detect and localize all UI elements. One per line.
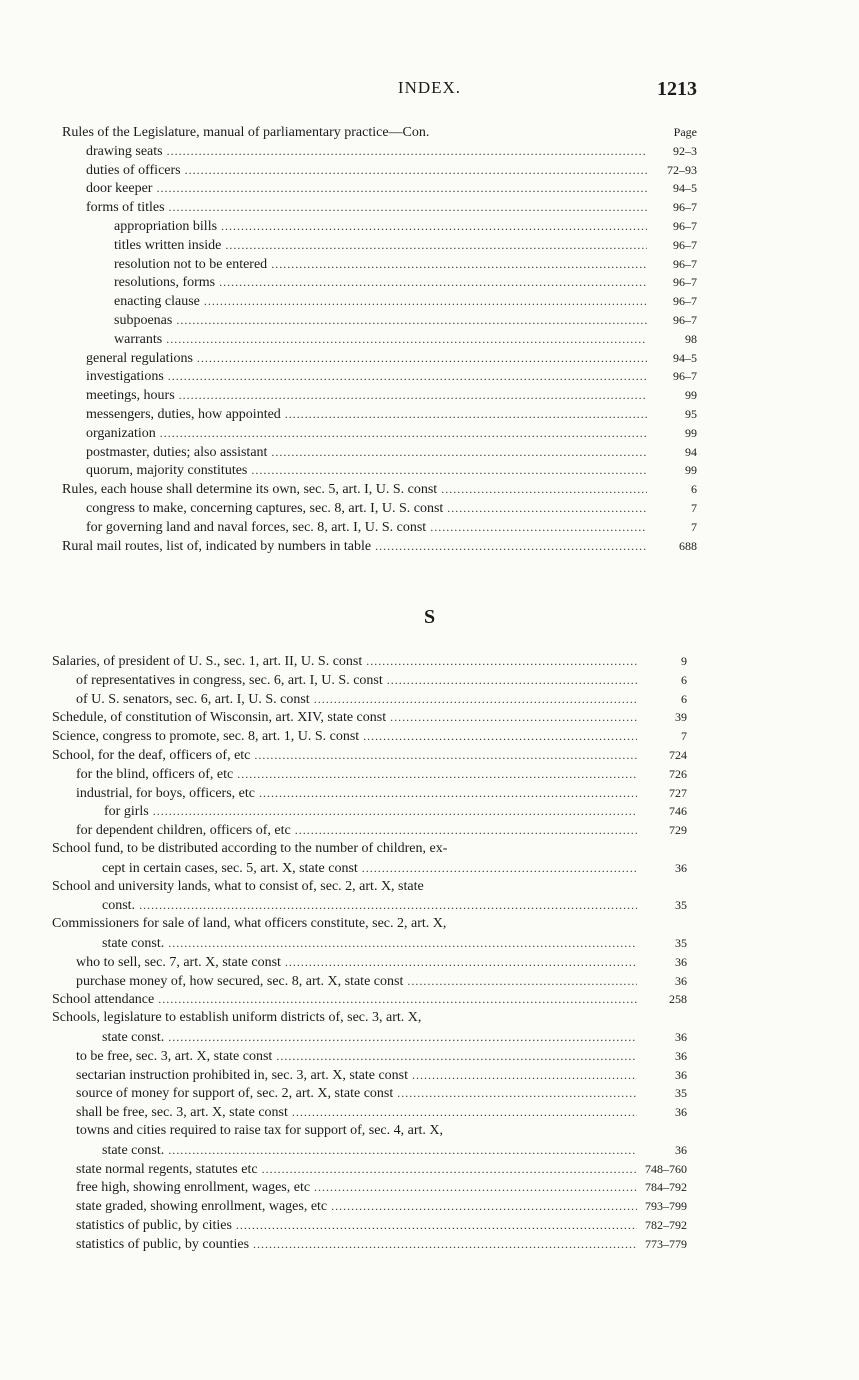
entry-page: 96–7 <box>673 369 697 384</box>
index-entry <box>62 161 697 180</box>
entry-text: appropriation bills <box>114 218 218 234</box>
index-heading: Rules of the Legislature, manual of parliamentary practice—Con. <box>62 125 430 140</box>
index-entry <box>52 1009 687 1028</box>
index-section-r <box>62 123 697 555</box>
entry-text: to be free, sec. 3, art. X, state const <box>76 1048 273 1064</box>
entry-page: 99 <box>685 463 697 478</box>
entry-page: 35 <box>675 935 687 950</box>
leader-dots <box>314 690 637 709</box>
entry-page: 748–760 <box>645 1161 687 1176</box>
leader-dots <box>160 424 647 443</box>
entry-text: enacting clause <box>114 294 200 310</box>
leader-dots <box>262 1160 637 1179</box>
leader-dots <box>253 1235 637 1254</box>
entry-text: of representatives in congress, sec. 6, art. I, U. S. const <box>76 672 383 688</box>
leader-dots <box>285 953 637 972</box>
leader-dots <box>292 1103 637 1122</box>
leader-dots <box>169 198 647 217</box>
index-entries-s <box>52 652 687 1254</box>
index-entry <box>62 236 697 255</box>
entry-page: 746 <box>669 804 687 819</box>
leader-dots <box>271 255 647 274</box>
entry-text: for dependent children, officers of, etc <box>76 823 291 839</box>
index-entry <box>62 273 697 292</box>
entry-page: 688 <box>679 538 697 553</box>
entry-text: shall be free, sec. 3, art. X, state const <box>76 1105 288 1121</box>
index-entry <box>52 784 687 803</box>
index-entry <box>52 1216 687 1235</box>
entry-text: School attendance <box>52 992 155 1008</box>
index-entry <box>52 1235 687 1254</box>
index-entry <box>52 1178 687 1197</box>
leader-dots <box>225 236 647 255</box>
entry-text: Science, congress to promote, sec. 8, art. 1, U. S. const <box>52 729 360 745</box>
index-entry <box>52 1047 687 1066</box>
index-entry <box>62 349 697 368</box>
entry-page: 6 <box>681 691 687 706</box>
entry-text: titles written inside <box>114 237 222 253</box>
index-entry <box>62 537 697 556</box>
entry-page: 36 <box>675 1142 687 1157</box>
leader-dots <box>390 708 637 727</box>
index-entry <box>62 480 697 499</box>
entry-text: state const. <box>102 1142 165 1158</box>
entry-page: 92–3 <box>673 143 697 158</box>
entry-page: 96–7 <box>673 256 697 271</box>
leader-dots <box>158 990 637 1009</box>
entry-page: 724 <box>669 747 687 762</box>
leader-dots <box>166 330 647 349</box>
entry-page: 258 <box>669 992 687 1007</box>
leader-dots <box>176 311 647 330</box>
entry-page: 729 <box>669 823 687 838</box>
entry-text: Schools, legislature to establish uniform districts of, sec. 3, art. X, <box>52 1010 422 1026</box>
index-entry <box>52 1066 687 1085</box>
leader-dots <box>387 671 637 690</box>
page-header-title: INDEX. <box>397 78 462 97</box>
entry-text: source of money for support of, sec. 2, art. X, state const <box>76 1086 394 1102</box>
entry-page: 98 <box>685 331 697 346</box>
entry-page: 7 <box>691 519 697 534</box>
leader-dots <box>219 273 647 292</box>
leader-dots <box>168 1028 637 1047</box>
leader-dots <box>447 499 647 518</box>
index-entry <box>52 840 687 859</box>
index-entry <box>52 953 687 972</box>
index-entry <box>62 424 697 443</box>
entry-text: organization <box>86 425 156 441</box>
entry-text: School, for the deaf, officers of, etc <box>52 747 251 763</box>
entry-page: 94–5 <box>673 350 697 365</box>
index-entry <box>62 217 697 236</box>
entry-text: Rural mail routes, list of, indicated by numbers in table <box>62 538 372 554</box>
index-entry <box>52 990 687 1009</box>
entry-page: 96–7 <box>673 218 697 233</box>
entry-page: 96–7 <box>673 275 697 290</box>
leader-dots <box>276 1047 637 1066</box>
index-entry <box>52 859 687 878</box>
entry-page: 72–93 <box>667 162 697 177</box>
entry-text: door keeper <box>86 181 153 197</box>
leader-dots <box>331 1197 637 1216</box>
leader-dots <box>271 443 647 462</box>
entry-text: warrants <box>114 331 163 347</box>
leader-dots <box>185 161 647 180</box>
entry-text: state graded, showing enrollment, wages, etc <box>76 1199 328 1215</box>
index-entry <box>62 499 697 518</box>
index-entry <box>62 518 697 537</box>
index-entry <box>52 1028 687 1047</box>
entry-text: School fund, to be distributed according to the number of children, ex- <box>52 840 448 856</box>
entry-page: 793–799 <box>645 1199 687 1214</box>
leader-dots <box>168 1141 637 1160</box>
entry-text: School and university lands, what to consist of, sec. 2, art. X, state <box>52 878 424 894</box>
entry-text: quorum, majority constitutes <box>86 463 248 479</box>
entry-text: drawing seats <box>86 143 163 159</box>
entry-page: 35 <box>675 898 687 913</box>
entry-text: congress to make, concerning captures, sec. 8, art. I, U. S. const <box>86 500 444 516</box>
page-column-label: Page <box>673 125 697 139</box>
entry-page: 36 <box>675 1067 687 1082</box>
entry-page: 7 <box>681 729 687 744</box>
entry-page: 727 <box>669 785 687 800</box>
index-entry <box>62 311 697 330</box>
page-number: 1213 <box>657 78 697 100</box>
index-entry <box>52 1084 687 1103</box>
leader-dots <box>237 765 637 784</box>
leader-dots <box>295 821 637 840</box>
entry-page: 35 <box>675 1086 687 1101</box>
leader-dots <box>221 217 647 236</box>
leader-dots <box>362 859 637 878</box>
section-letter: S <box>423 606 436 628</box>
leader-dots <box>412 1066 637 1085</box>
index-entry <box>52 1122 687 1141</box>
entry-text: state const. <box>102 935 165 951</box>
leader-dots <box>251 461 647 480</box>
leader-dots <box>397 1084 637 1103</box>
entry-page: 94 <box>685 444 697 459</box>
entry-page: 96–7 <box>673 237 697 252</box>
entry-text: resolution not to be entered <box>114 256 268 272</box>
index-entry <box>52 878 687 897</box>
leader-dots <box>236 1216 637 1235</box>
entry-text: towns and cities required to raise tax for support of, sec. 4, art. X, <box>76 1122 444 1138</box>
entry-page: 6 <box>681 672 687 687</box>
index-entry <box>62 443 697 462</box>
leader-dots <box>441 480 647 499</box>
index-entry <box>62 255 697 274</box>
index-entry <box>52 1160 687 1179</box>
index-entry <box>52 1197 687 1216</box>
entry-page: 784–792 <box>645 1180 687 1195</box>
entry-text: const. <box>102 898 136 914</box>
index-entry <box>52 972 687 991</box>
entry-text: general regulations <box>86 350 193 366</box>
entry-page: 36 <box>675 973 687 988</box>
entry-text: subpoenas <box>114 312 173 328</box>
index-entry <box>52 727 687 746</box>
index-entry <box>52 934 687 953</box>
entry-page: 9 <box>681 654 687 668</box>
index-entry <box>62 386 697 405</box>
index-entry <box>52 765 687 784</box>
entry-text: duties of officers <box>86 162 181 178</box>
entry-page: 96–7 <box>673 200 697 215</box>
index-entry <box>52 896 687 915</box>
entry-text: forms of titles <box>86 200 165 216</box>
index-entries-r <box>62 142 697 556</box>
leader-dots <box>153 802 637 821</box>
entry-text: for governing land and naval forces, sec. 8, art. I, U. S. const <box>86 519 427 535</box>
index-entry <box>52 821 687 840</box>
index-entry <box>62 461 697 480</box>
leader-dots <box>156 179 647 198</box>
index-entry <box>52 1103 687 1122</box>
leader-dots <box>168 934 637 953</box>
index-entry <box>52 1141 687 1160</box>
entry-page: 36 <box>675 954 687 969</box>
index-section-s <box>52 652 687 1254</box>
index-entry <box>52 746 687 765</box>
entry-text: state normal regents, statutes etc <box>76 1161 258 1177</box>
entry-page: 36 <box>675 1105 687 1120</box>
entry-page: 99 <box>685 388 697 403</box>
entry-text: messengers, duties, how appointed <box>86 406 281 422</box>
entry-page: 782–792 <box>645 1217 687 1232</box>
index-entry <box>62 405 697 424</box>
entry-page: 36 <box>675 1048 687 1063</box>
entry-text: Schedule, of constitution of Wisconsin, art. XIV, state const <box>52 710 387 726</box>
entry-text: industrial, for boys, officers, etc <box>76 785 255 801</box>
index-entry <box>62 142 697 161</box>
index-entry <box>52 690 687 709</box>
entry-text: statistics of public, by counties <box>76 1236 250 1252</box>
index-entry <box>62 330 697 349</box>
index-entry <box>62 367 697 386</box>
entry-page: 7 <box>691 500 697 515</box>
leader-dots <box>314 1178 637 1197</box>
leader-dots <box>375 537 647 556</box>
entry-page: 36 <box>675 860 687 875</box>
entry-text: postmaster, duties; also assistant <box>86 444 268 460</box>
entry-text: free high, showing enrollment, wages, etc <box>76 1180 311 1196</box>
index-entry <box>62 179 697 198</box>
index-entry <box>52 708 687 727</box>
entry-text: Salaries, of president of U. S., sec. 1, art. II, U. S. const <box>52 654 363 669</box>
leader-dots <box>285 405 647 424</box>
leader-dots <box>204 292 647 311</box>
leader-dots <box>254 746 637 765</box>
entry-text: resolutions, forms <box>114 275 216 291</box>
entry-page: 96–7 <box>673 312 697 327</box>
entry-text: investigations <box>86 369 164 385</box>
entry-text: of U. S. senators, sec. 6, art. I, U. S. const <box>76 691 310 707</box>
index-heading-row <box>62 123 697 142</box>
entry-page: 773–779 <box>645 1236 687 1251</box>
leader-dots <box>259 784 637 803</box>
leader-dots <box>430 518 647 537</box>
entry-page: 36 <box>675 1029 687 1044</box>
leader-dots <box>167 142 647 161</box>
index-entry <box>52 915 687 934</box>
entry-text: for girls <box>104 804 149 820</box>
entry-text: for the blind, officers of, etc <box>76 766 234 782</box>
leader-dots <box>168 367 647 386</box>
leader-dots <box>197 349 647 368</box>
leader-dots <box>407 972 637 991</box>
entry-page: 6 <box>691 482 697 497</box>
entry-page: 39 <box>675 710 687 725</box>
index-entry <box>52 652 687 671</box>
entry-text: Commissioners for sale of land, what officers constitute, sec. 2, art. X, <box>52 916 447 932</box>
leader-dots <box>366 652 637 671</box>
entry-text: sectarian instruction prohibited in, sec. 3, art. X, state const <box>76 1067 409 1083</box>
leader-dots <box>139 896 637 915</box>
entry-text: state const. <box>102 1029 165 1045</box>
index-entry <box>62 292 697 311</box>
entry-page: 726 <box>669 766 687 781</box>
index-entry <box>52 671 687 690</box>
entry-text: meetings, hours <box>86 388 175 404</box>
entry-text: cept in certain cases, sec. 5, art. X, state const <box>102 860 358 876</box>
entry-page: 95 <box>685 406 697 421</box>
entry-text: Rules, each house shall determine its own, sec. 5, art. I, U. S. const <box>62 482 438 498</box>
leader-dots <box>179 386 647 405</box>
index-entry <box>52 802 687 821</box>
leader-dots <box>363 727 637 746</box>
entry-text: statistics of public, by cities <box>76 1217 232 1233</box>
index-entry <box>62 198 697 217</box>
entry-page: 99 <box>685 425 697 440</box>
entry-page: 96–7 <box>673 294 697 309</box>
entry-page: 94–5 <box>673 181 697 196</box>
entry-text: purchase money of, how secured, sec. 8, art. X, state const <box>76 973 404 989</box>
entry-text: who to sell, sec. 7, art. X, state const <box>76 954 281 970</box>
